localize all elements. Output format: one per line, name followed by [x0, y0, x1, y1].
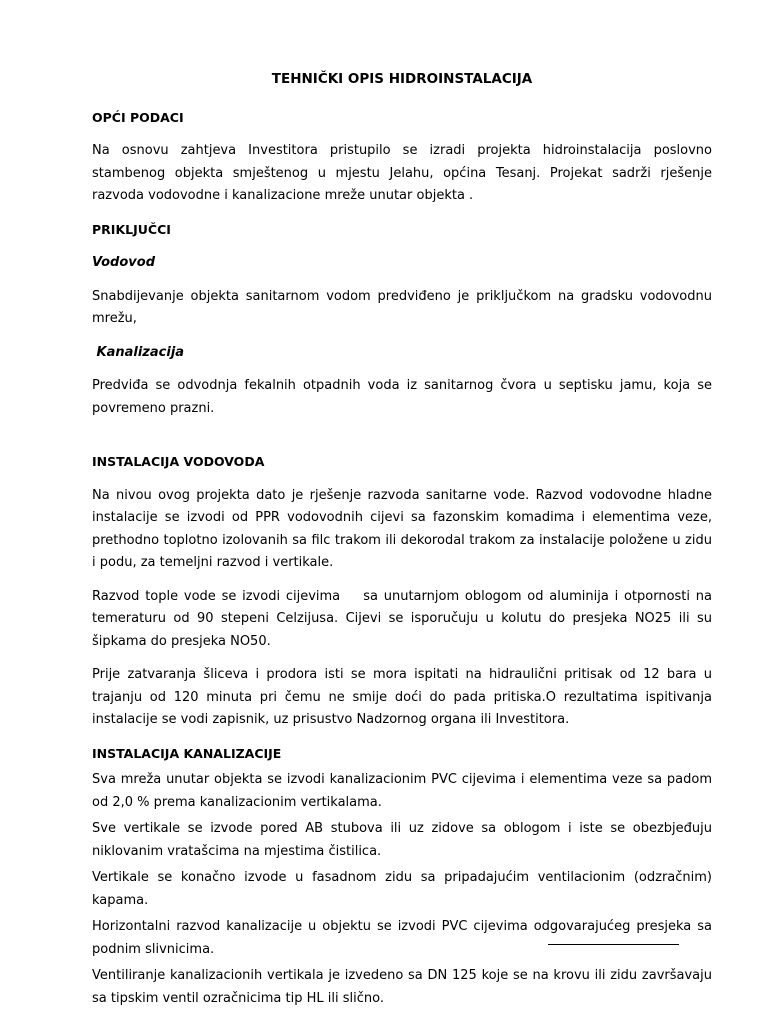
- signature-line: [548, 944, 679, 945]
- paragraph-kanalizacija-3: Vertikale se konačno izvode u fasadnom zidu sa pripadajućim ventilacionim (odzračnim) kapama.: [92, 870, 712, 908]
- heading-instalacija-kanalizacije: INSTALACIJA KANALIZACIJE: [92, 745, 282, 761]
- paragraph-opci-podaci: Na osnovu zahtjeva Investitora pristupilo se izradi projekta hidroinstalacija poslovno stambenog objekta smještenog u mjestu Jelahu, općina Tesanj. Projekat sadrži rješenje razvoda vodovodne i kanalizacione mreže unutar objekta .: [92, 143, 712, 203]
- paragraph-kanalizacija: Predviđa se odvodnja fekalnih otpadnih voda iz sanitarnog čvora u septisku jamu, koja se povremeno prazni.: [92, 378, 712, 416]
- paragraph-kanalizacija-1: Sva mreža unutar objekta se izvodi kanalizacionim PVC cijevima i elementima veze sa padom od 2,0 % prema kanalizacionim vertikalama.: [92, 772, 712, 810]
- paragraph-vodovod-2: Razvod tople vode se izvodi cijevima sa unutarnjom oblogom od aluminija i otpornosti na temeraturu od 90 stepeni Celzijusa. Cijevi se isporučuju u kolutu do presjeka NO25 ili su šipkama do presjeka NO50.: [92, 588, 717, 649]
- paragraph-kanalizacija-4: Horizontalni razvod kanalizacije u objektu se izvodi PVC cijevima odgovarajućeg presjeka sa podnim slivnicima.: [92, 919, 712, 957]
- heading-opci-podaci: OPĆI PODACI: [92, 109, 184, 125]
- subheading-vodovod: Vodovod: [92, 255, 155, 270]
- heading-instalacija-vodovoda: INSTALACIJA VODOVODA: [92, 454, 265, 469]
- document-body: [92, 68, 717, 1014]
- document-title: TEHNIČKI OPIS HIDROINSTALACIJA: [271, 71, 533, 87]
- paragraph-kanalizacija-5: Ventiliranje kanalizacionih vertikala je izvedeno sa DN 125 koje se na krovu ili zidu završavaju sa tipskim ventil ozračnicima tip HL ili slično.: [92, 968, 712, 1006]
- paragraph-vodovod-1: Na nivou ovog projekta dato je rješenje razvoda sanitarne vode. Razvod vodovodne hladne instalacije se izvodi od PPR vodovodnih cijevi sa fazonskim komadima i elementima veze, prethodno toplotno izolovanih sa filc trakom ili dekorodal trakom za instalacije položene u zidu i podu, za temeljni razvod i vertikale.: [92, 487, 712, 570]
- spacer: [92, 431, 712, 451]
- subheading-kanalizacija: Kanalizacija: [92, 344, 185, 360]
- paragraph-kanalizacija-2: Sve vertikale se izvode pored AB stubova ili uz zidove sa oblogom i iste se obezbjeđuju niklovanim vratašcima na mjestima čistilica.: [92, 821, 712, 859]
- heading-prikljucci: PRIKLJUČCI: [92, 221, 171, 237]
- paragraph-vodovod-3: Prije zatvaranja šliceva i prodora isti se mora ispitati na hidraulični pritisak od 12 bara u trajanju od 120 minuta pri čemu ne smije doći do pada pritiska.O rezultatima ispitivanja instalacije se vodi zapisnik, uz prisustvo Nadzornog organa ili Investitora.: [92, 667, 712, 727]
- paragraph-vodovod: Snabdijevanje objekta sanitarnom vodom predviđeno je priključkom na gradsku vodovodnu mrežu,: [92, 288, 712, 326]
